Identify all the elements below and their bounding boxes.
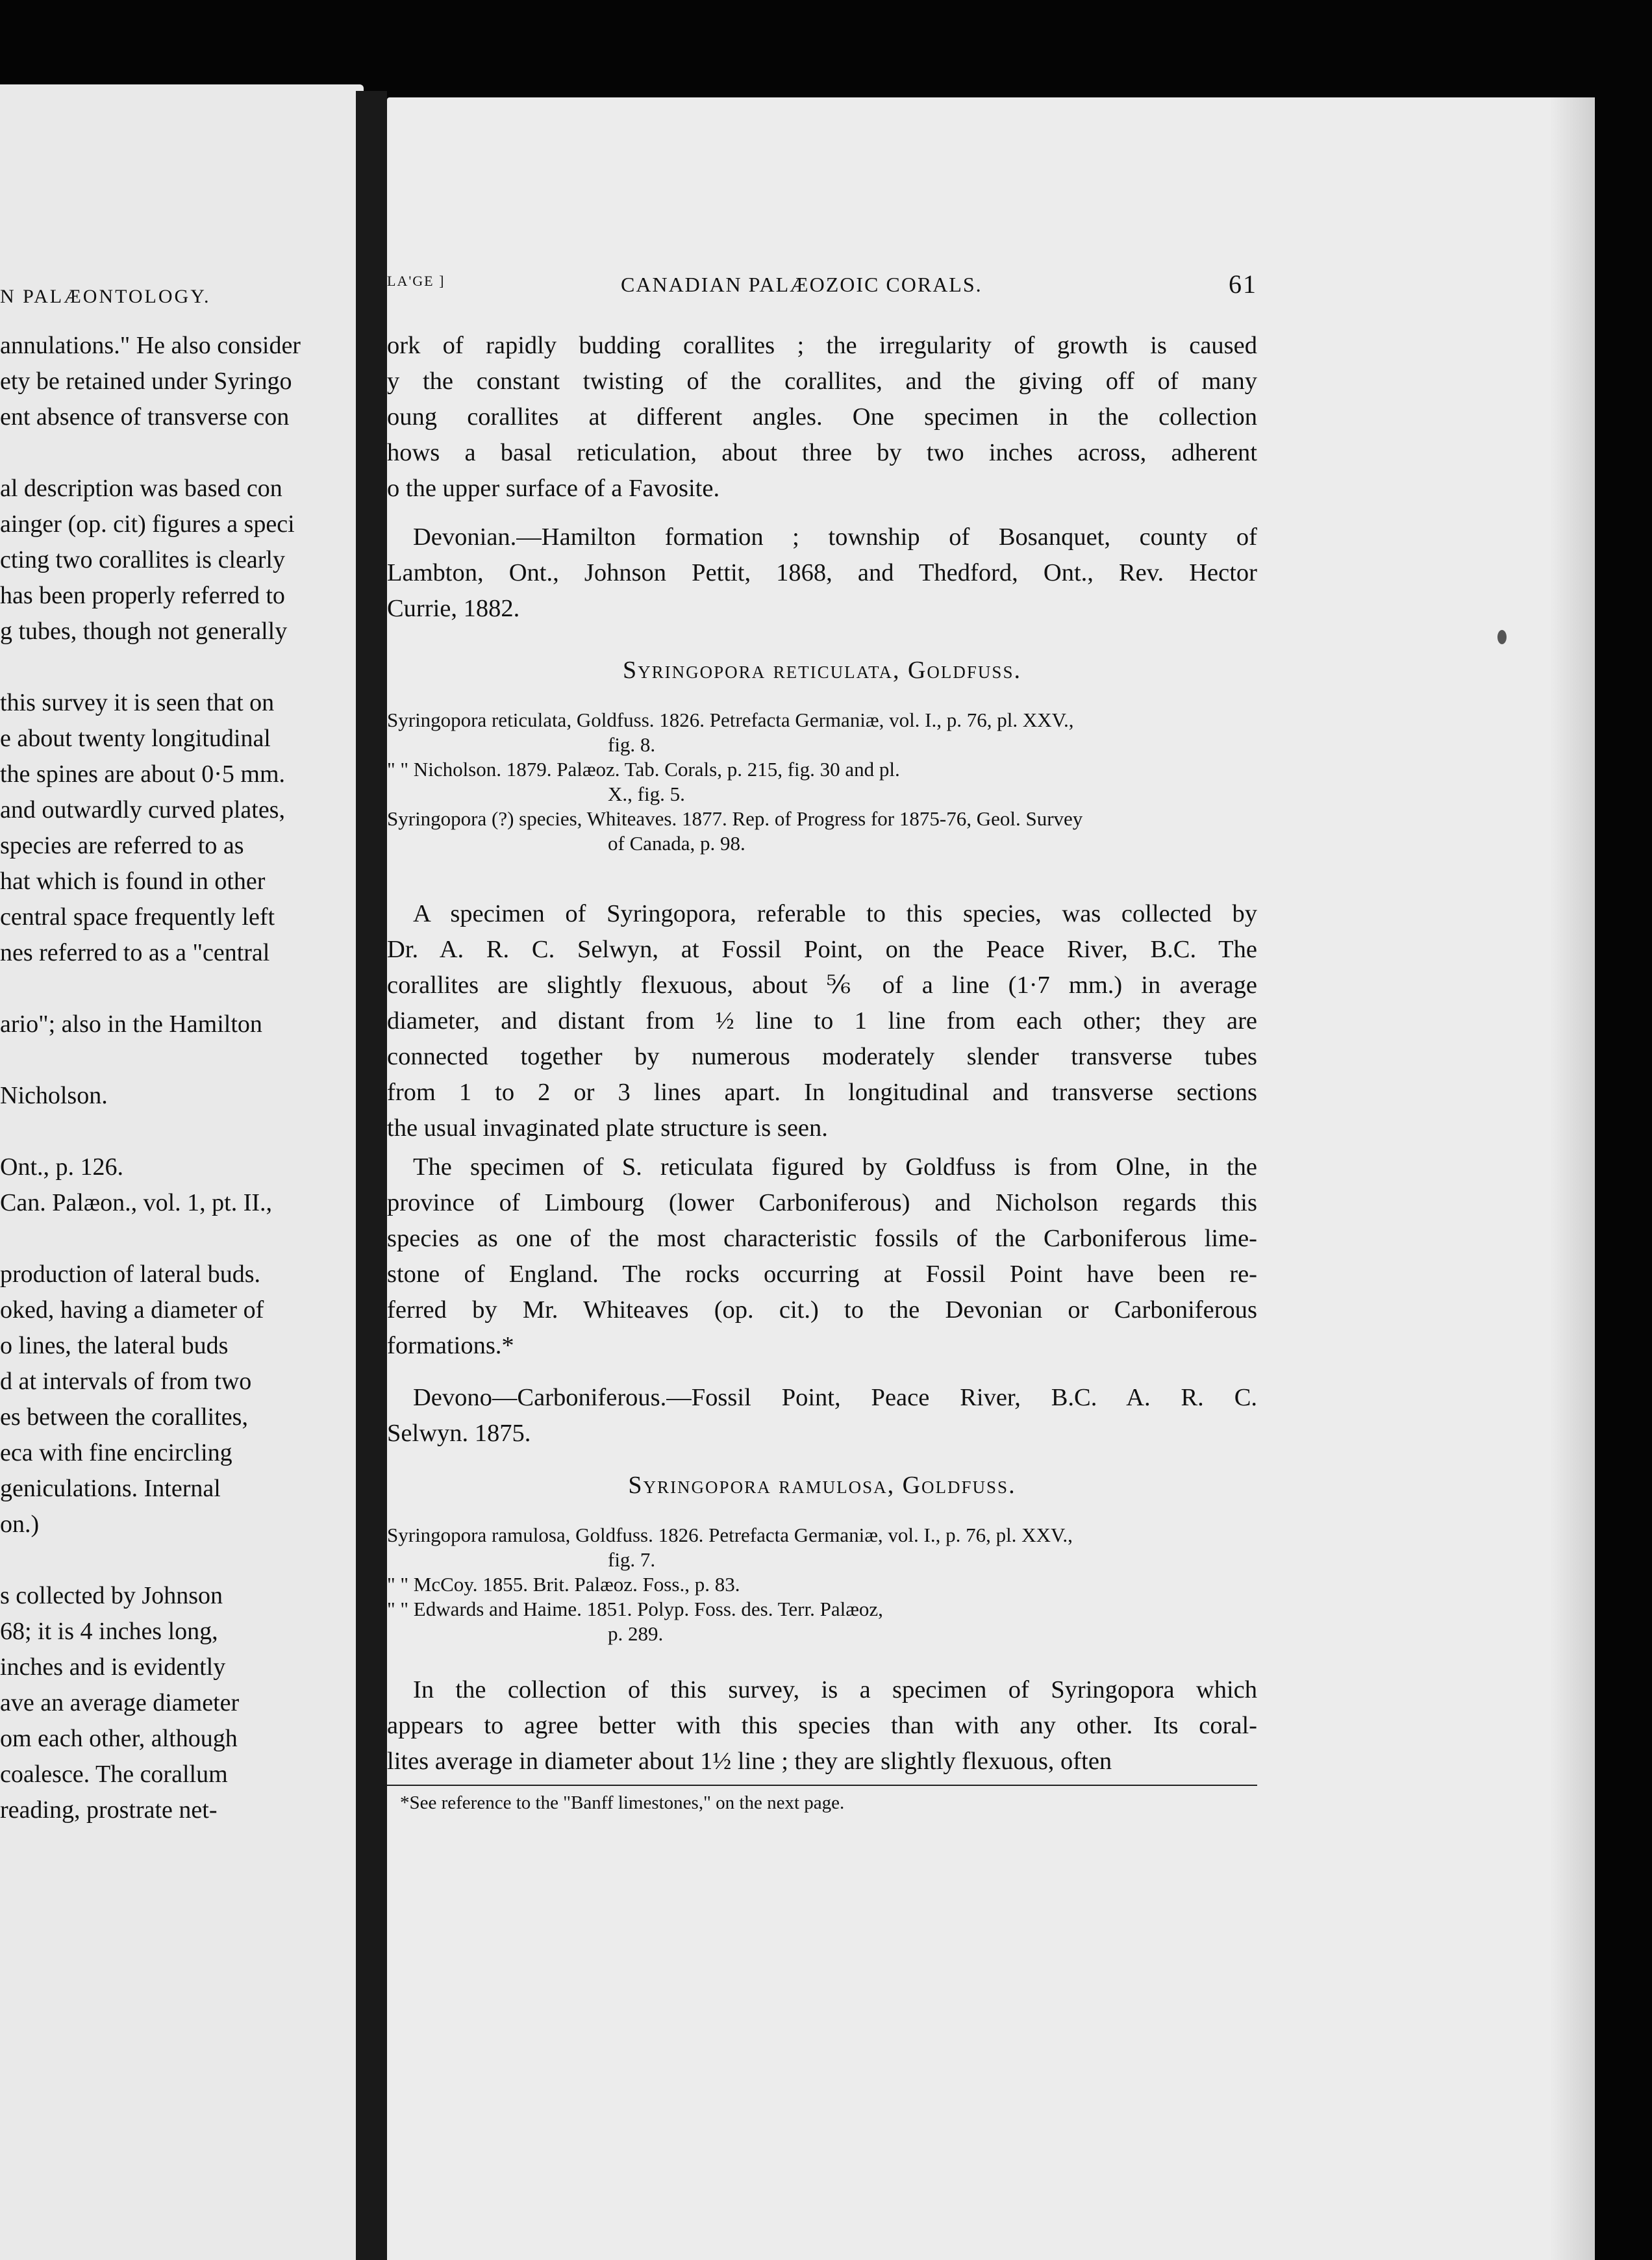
left-page-line: hat which is found in other	[0, 868, 266, 895]
left-page-line: reading, prostrate net-	[0, 1796, 218, 1824]
text-line: province of Limbourg (lower Carboniferous) and Nicholson regards this	[387, 1189, 1257, 1216]
left-page-line: and outwardly curved plates,	[0, 796, 285, 823]
goldfuss-paragraph	[387, 1149, 1257, 1364]
left-page-line: geniculations. Internal	[0, 1475, 221, 1502]
synonymy-line: Syringopora ramulosa, Goldfuss. 1826. Petrefacta Germaniæ, vol. I., p. 76, pl. XXV.,	[387, 1524, 1073, 1546]
left-page-header: N PALÆONTOLOGY.	[0, 286, 211, 307]
running-head	[387, 270, 1257, 305]
main-page	[387, 97, 1595, 2260]
left-page-line: al description was based con	[0, 475, 282, 502]
text-line: A specimen of Syringopora, referable to this species, was collected by	[413, 900, 1257, 927]
synonymy-reticulata	[387, 708, 1257, 856]
text-line: Selwyn. 1875.	[387, 1420, 531, 1447]
text-line: In the collection of this survey, is a specimen of Syringopora which	[413, 1676, 1257, 1703]
text-line: species as one of the most characteristic fossils of the Carboniferous lime-	[387, 1225, 1257, 1252]
text-line: ferred by Mr. Whiteaves (op. cit.) to the Devonian or Carboniferous	[387, 1296, 1257, 1324]
synonymy-line: fig. 7.	[608, 1548, 656, 1571]
running-head-left: LA'GE ]	[387, 273, 445, 289]
text-line: o the upper surface of a Favosite.	[387, 475, 720, 502]
synonymy-line: of Canada, p. 98.	[608, 832, 745, 855]
heading-syringopora-ramulosa: Syringopora ramulosa, Goldfuss.	[628, 1472, 1016, 1499]
synonymy-line: Syringopora reticulata, Goldfuss. 1826. Petrefacta Germaniæ, vol. I., p. 76, pl. XXV.,	[387, 709, 1074, 731]
left-page-line: d at intervals of from two	[0, 1368, 252, 1395]
text-line: appears to agree better with this species than with any other. Its coral-	[387, 1712, 1257, 1739]
footnote-rule	[387, 1785, 1257, 1786]
text-line: from 1 to 2 or 3 lines apart. In longitudinal and transverse sections	[387, 1079, 1257, 1106]
heading-syringopora-reticulata: Syringopora reticulata, Goldfuss.	[623, 657, 1021, 684]
ramulosa-paragraph	[387, 1672, 1257, 1779]
text-line: Devono—Carboniferous.—Fossil Point, Peace River, B.C. A. R. C.	[413, 1384, 1257, 1411]
left-page-line: inches and is evidently	[0, 1653, 226, 1681]
devono-carboniferous-paragraph	[387, 1380, 1257, 1451]
text-line: Lambton, Ont., Johnson Pettit, 1868, and Thedford, Ont., Rev. Hector	[387, 559, 1257, 586]
left-page-line: om each other, although	[0, 1725, 238, 1752]
text-line: Currie, 1882.	[387, 595, 520, 622]
devonian-paragraph	[387, 520, 1257, 627]
left-page-line: Ont., p. 126.	[0, 1153, 123, 1181]
text-line: oung corallites at different angles. One specimen in the collection	[387, 403, 1257, 431]
text-line: y the constant twisting of the corallites, and the giving off of many	[387, 368, 1257, 395]
synonymy-line: " " Edwards and Haime. 1851. Polyp. Foss. des. Terr. Palæoz,	[387, 1598, 883, 1620]
synonymy-line: p. 289.	[608, 1622, 664, 1645]
left-page-line: production of lateral buds.	[0, 1261, 261, 1288]
left-page-line: 68; it is 4 inches long,	[0, 1618, 218, 1645]
text-line: connected together by numerous moderately slender transverse tubes	[387, 1043, 1257, 1070]
left-page-line: ainger (op. cit) figures a speci	[0, 510, 295, 538]
text-line: ork of rapidly budding corallites ; the irregularity of growth is caused	[387, 332, 1257, 359]
synonymy-line: " " Nicholson. 1879. Palæoz. Tab. Corals, p. 215, fig. 30 and pl.	[387, 758, 900, 781]
running-head-title: CANADIAN PALÆOZOIC CORALS.	[621, 273, 982, 296]
speck-mark	[1497, 630, 1507, 644]
text-line: Dr. A. R. C. Selwyn, at Fossil Point, on the Peace River, B.C. The	[387, 936, 1257, 963]
text-line: Devonian.—Hamilton formation ; township of Bosanquet, county of	[413, 523, 1257, 551]
left-page-line: g tubes, though not generally	[0, 618, 288, 645]
intro-paragraph	[387, 328, 1257, 507]
footnote: *See reference to the "Banff limestones," on the next page.	[400, 1792, 845, 1813]
left-page-line: the spines are about 0·5 mm.	[0, 760, 286, 788]
left-page-line: on.)	[0, 1511, 40, 1538]
left-page-line: ario"; also in the Hamilton	[0, 1011, 262, 1038]
synonymy-line: fig. 8.	[608, 733, 656, 756]
left-page-line: annulations." He also consider	[0, 332, 301, 359]
synonymy-ramulosa	[387, 1523, 1257, 1646]
left-page-line: nes referred to as a "central	[0, 939, 270, 966]
left-page-line: species are referred to as	[0, 832, 244, 859]
page-number: 61	[1229, 270, 1257, 299]
left-page-line: Nicholson.	[0, 1082, 108, 1109]
book-gutter	[356, 91, 387, 2260]
left-page-line: ent absence of transverse con	[0, 403, 290, 431]
text-line: formations.*	[387, 1332, 514, 1359]
left-page-line: has been properly referred to	[0, 582, 285, 609]
left-page-line: coalesce. The corallum	[0, 1761, 228, 1788]
text-line: corallites are slightly flexuous, about ⅚ of a line (1·7 mm.) in average	[387, 972, 1257, 999]
left-page-line: eca with fine encircling	[0, 1439, 232, 1466]
text-line: the usual invaginated plate structure is seen.	[387, 1114, 828, 1142]
text-line: The specimen of S. reticulata figured by Goldfuss is from Olne, in the	[413, 1153, 1257, 1181]
left-page-line: central space frequently left	[0, 903, 275, 931]
reticulata-paragraph	[387, 896, 1257, 1146]
left-page-line: oked, having a diameter of	[0, 1296, 264, 1324]
left-page-line: this survey it is seen that on	[0, 689, 275, 716]
text-line: lites average in diameter about 1½ line ; they are slightly flexuous, often	[387, 1748, 1112, 1775]
left-page	[0, 84, 364, 2260]
left-page-line: ety be retained under Syringo	[0, 368, 292, 395]
page-edge-shadow	[1549, 97, 1595, 2260]
synonymy-line: Syringopora (?) species, Whiteaves. 1877. Rep. of Progress for 1875-76, Geol. Survey	[387, 807, 1083, 830]
text-line: hows a basal reticulation, about three by two inches across, adherent	[387, 439, 1257, 466]
synonymy-line: " " McCoy. 1855. Brit. Palæoz. Foss., p. 83.	[387, 1573, 740, 1596]
left-page-line: s collected by Johnson	[0, 1582, 223, 1609]
left-page-line: Can. Palæon., vol. 1, pt. II.,	[0, 1189, 273, 1216]
text-line: stone of England. The rocks occurring at Fossil Point have been re-	[387, 1261, 1257, 1288]
left-page-line: es between the corallites,	[0, 1403, 248, 1431]
left-page-line: e about twenty longitudinal	[0, 725, 271, 752]
left-page-line: cting two corallites is clearly	[0, 546, 285, 573]
text-line: diameter, and distant from ½ line to 1 line from each other; they are	[387, 1007, 1257, 1035]
synonymy-line: X., fig. 5.	[608, 783, 685, 805]
left-page-line: o lines, the lateral buds	[0, 1332, 229, 1359]
left-page-line: ave an average diameter	[0, 1689, 240, 1716]
